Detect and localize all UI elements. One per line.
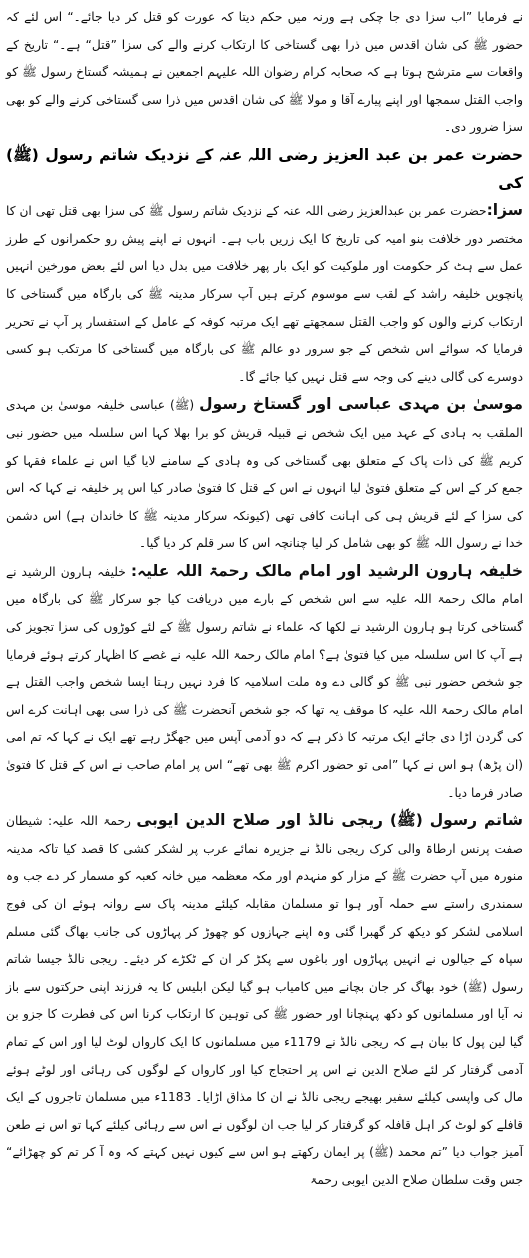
section-body-musa: (ﷺ) عباسی خلیفہ موسیٰ بن مہدی الملقب بہ ہادی کے عہد میں ایک شخص نے قبیلہ قریش کو برا بھلا کہا اس سلسلہ میں حضور نبی کریم ﷺ کی ذات پاک کے متعلق بھی گستاخی کی وہ ہادی کے سامنے لایا گیا اس نے علماء فقہا کو جمع کر کے اس کے متعلق فتویٰ لیا انہوں نے اس کے قتل کا فتویٰ صادر کیا اس پر خلیفہ نے کہا کہ اس کی سزا کے لئے قریش ہی کی اہانت کافی تھی (کیونکہ سرکار مدینہ ﷺ کا خاندان ہے) اس دشمن خدا نے رسول اللہ ﷺ کو بھی شامل کر لیا چنانچہ اس کا سر قلم کر دیا گیا۔ — [6, 398, 523, 551]
section-reynald-saladin — [6, 807, 523, 1194]
section-umar-bin-abdul-aziz — [6, 197, 523, 391]
section-body-haroon: خلیفہ ہارون الرشید نے امام مالک رحمۃ اللہ علیہ سے اس شخص کے بارے میں دریافت کیا جو سرکار ﷺ کی بارگاہ میں گستاخی کرتا ہو ہارون الرشید نے لکھا کہ علماء نے شاتم رسول ﷺ کے لئے کوڑوں کی سزا تجویز کی ہے آپ کا اس سلسلہ میں کیا فتویٰ ہے؟ امام مالک رحمۃ اللہ علیہ نے غصے کا اظہار کرتے ہوئے فرمایا جو شخص حضور نبی ﷺ کو گالی دے وہ ملت اسلامیہ کا فرد نہیں رہتا ایسا شخص واجب القتل ہے امام مالک رحمۃ اللہ علیہ کا موقف یہ تھا کہ جو شخص آنحضرت ﷺ کی ذرا سی بھی اہانت کرے اس کی گردن اڑا دی جائے ایک مرتبہ کا ذکر ہے کہ دو آدمی آپس میں جھگڑ رہے تھے ایک نے کہا کہ تم امی (ان پڑھ) ہو اس نے کہا ”امی تو حضور اکرم ﷺ بھی تھے“ اس پر امام صاحب نے اس کے قتل کا فتویٰ صادر فرما دیا۔ — [6, 564, 523, 800]
heading-reynald-saladin: شاتم رسول (ﷺ) ریجی نالڈ اور صلاح الدین ایوبی — [136, 811, 524, 830]
section-haroon-rasheed — [6, 558, 523, 807]
heading-umar-bin-abdul-aziz: حضرت عمر بن عبد العزیز رضی اللہ عنہ کے نزدیک شاتم رسول (ﷺ) کی — [6, 145, 523, 192]
heading-haroon-rasheed: خلیفہ ہارون الرشید اور امام مالک رحمۃ اللہ علیہ: — [130, 561, 523, 580]
section-musa-bin-mahdi — [6, 391, 523, 558]
section-body-umar: حضرت عمر بن عبدالعزیز رضی اللہ عنہ کے نزدیک شاتم رسول ﷺ کی سزا بھی قتل تھی ان کا مختصر دور خلافت بنو امیہ کی تاریخ کا ایک زریں باب ہے۔ انہوں نے اپنے پیش رو حکمرانوں کے طرز عمل سے ہٹ کر حکومت اور ملوکیت کو ایک بار پھر خلافت میں بدل دیا اس لئے بعض مورخین انہیں پانچویں خلیفہ راشد کے لقب سے موسوم کرتے ہیں آپ سرکار مدینہ ﷺ کی بارگاہ میں گستاخی کا ارتکاب کرنے والوں کو واجب القتل سمجھتے تھے ایک مرتبہ کوفہ کے عامل کے استفسار پر آپ نے تحریر فرمایا کہ سوائے اس شخص کے جو سرور دو عالم ﷺ کی بارگاہ میں گستاخی کا مرتکب ہو کسی دوسرے کی گالی دینے کی وجہ سے قتل نہیں کیا جائے گا۔ — [6, 204, 523, 384]
heading-musa-bin-mahdi: موسیٰ بن مہدی عباسی اور گستاخ رسول — [199, 395, 523, 414]
section-body-reynald: رحمۃ اللہ علیہ: شیطان صفت پرنس ارطاۃ والی کرک ریجی نالڈ نے جزیرہ نمائے عرب پر لشکر کشی کا قصد کیا تاکہ مدینہ منورہ میں آپ حضرت ﷺ کے مزار کو منہدم اور مکہ معظمہ میں خانہ کعبہ کو مسمار کر دے جب وہ سمندری راستے سے حملہ آور ہوا تو مسلمان مقابلہ کیلئے مدینہ پاک سے روانہ ہوئے ان کی فوج اسلامی لشکر کو دیکھ کر گھبرا گئی وہ اپنے جہازوں کو چھوڑ کر پہاڑوں کی جانب بھاگ گئی مسلم سپاہ کے جیالوں نے انہیں پہاڑوں اور باغوں سے پکڑ کر ان کے ٹکڑے کر دیئے۔ ریجی نالڈ جیسا شاتم رسول (ﷺ) خود بھاگ کر جان بچانے میں کامیاب ہو گیا لیکن ابلیس کا یہ فرزند اپنی حرکتوں سے باز نہ آیا اور مسلمانوں کو دکھ پہنچانا اور حضور ﷺ کی توہین کا ارتکاب کرنا اس کی فطرت کا جزو بن گیا لین پول کا بیان ہے کہ ریجی نالڈ نے 1179ء میں مسلمانوں کا ایک کارواں لوٹ لیا اور اس کے تمام آدمی گرفتار کر لئے صلاح الدین نے اس پر احتجاج کیا اور کارواں کے لوگوں کی رہائی اور لوٹے ہوئے مال کی واپسی کیلئے سفیر بھیجے ریجی نالڈ نے ان کا مذاق اڑایا۔ 1183ء میں مسلمان تاجروں کے ایک قافلے کو لوٹ کر اہل قافلہ کو گرفتار کر لیا جب ان لوگوں نے اس سے رہائی کیلئے کہا تو اس نے طعن آمیز جواب دیا ”تم محمد (ﷺ) پر ایمان رکھتے ہو اس سے کیوں نہیں کہتے کہ وہ آ کر تم کو چھڑائے“ جس وقت سلطان صلاح الدین ایوبی رحمۃ — [6, 814, 524, 1187]
intro-paragraph: نے فرمایا ”اب سزا دی جا چکی ہے ورنہ میں حکم دیتا کہ عورت کو قتل کر دیا جائے۔“ اس لئے کہ حضور ﷺ کی شان اقدس میں ذرا بھی گستاخی کا ارتکاب کرنے والے کی سزا ”قتل“ ہے۔“ تاریخ کے واقعات سے مترشح ہوتا ہے کہ صحابہ کرام رضوان اللہ علیہم اجمعین نے ہمیشہ گستاخ رسول ﷺ کو واجب القتل سمجھا اور اپنے پیارے آقا و مولا ﷺ کی شان اقدس میں ذرا سی گستاخی کرنے والے کو بھی سزا ضرور دی۔ — [6, 10, 523, 135]
section-lead-saza: سزا: — [486, 201, 523, 220]
